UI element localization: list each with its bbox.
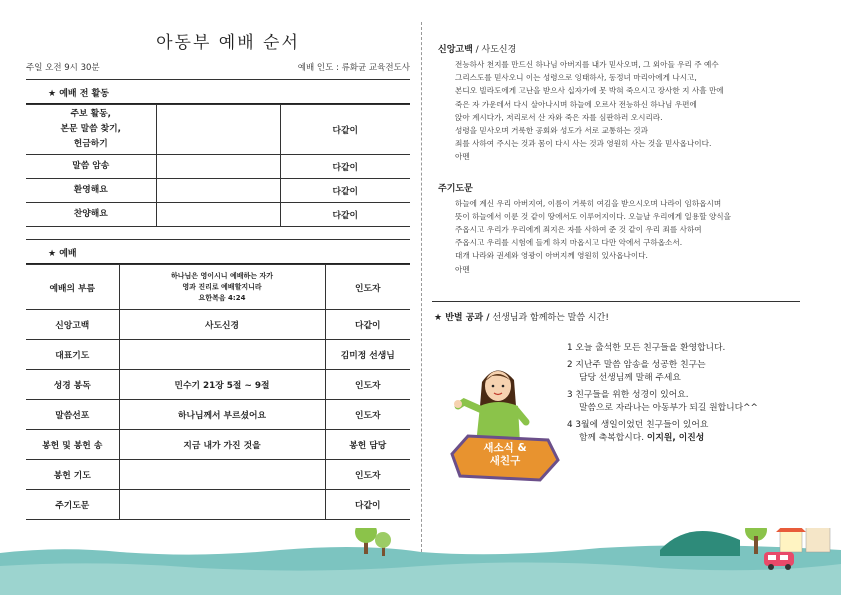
prayer-line: 하늘에 계신 우리 아버지여, 이름이 거룩히 여김을 받으시오며 나라이 임하옵시며 (455, 198, 722, 208)
creed-sub: / 사도신경 (472, 45, 517, 55)
worship-content: 하나님은 영이시니 예배하는 자가 영과 진리로 예배할지니라 요한복음 4:24 (119, 265, 325, 310)
class-title: ★ 반별 공과 / (434, 313, 490, 323)
before-who: 다같이 (280, 155, 410, 179)
before-mid (156, 203, 280, 227)
class-rule (432, 301, 800, 302)
news-text: 오늘 출석한 모든 친구들을 환영합니다. (575, 343, 726, 353)
news-num: 4 (567, 420, 573, 430)
before-row (26, 105, 410, 155)
right-column (438, 42, 808, 276)
worship-content: 사도신경 (119, 310, 325, 340)
news-num: 1 (567, 343, 573, 353)
worship-who: 봉헌 담당 (325, 430, 410, 460)
before-table (26, 104, 410, 227)
badge-line1: 새소식 & (483, 442, 527, 454)
news-line (567, 359, 807, 372)
worship-label: 신앙고백 (26, 310, 119, 340)
news-text: 3월에 생일이었던 친구들이 있어요 (575, 420, 709, 430)
worship-label: 봉헌 기도 (26, 460, 119, 490)
news-cont-text: 담당 선생님께 말해 주세요 (579, 373, 681, 383)
news-list (567, 342, 807, 449)
worship-who: 인도자 (325, 400, 410, 430)
worship-label: 대표기도 (26, 340, 119, 370)
worship-row (26, 490, 410, 520)
worship-content: 지금 내가 가진 것을 (119, 430, 325, 460)
badge-line2: 새친구 (489, 455, 521, 467)
news-text: 친구들을 위한 성경이 있어요. (575, 390, 689, 400)
news-text: 지난주 말씀 암송을 성공한 친구는 (575, 360, 706, 370)
news-line (567, 342, 807, 355)
worship-label: 예배의 부름 (26, 265, 119, 310)
prayer-line: 주옵시고 우리를 시험에 들게 하지 마옵시고 다만 악에서 구하옵소서. (455, 238, 683, 248)
before-row (26, 155, 410, 179)
news-names: 이지원, 이진성 (646, 433, 705, 443)
news-cont (567, 372, 807, 385)
worship-row (26, 340, 410, 370)
page-title: 아동부 예배 순서 (156, 33, 300, 53)
before-row (26, 179, 410, 203)
worship-label: 주기도문 (26, 490, 119, 520)
creed-line: 죽은 자 가운데서 다시 살아나시며 하늘에 오르사 전능하신 하나님 우편에 (455, 99, 697, 109)
before-mid (156, 179, 280, 203)
info-line (26, 61, 410, 73)
worship-who: 인도자 (325, 460, 410, 490)
prayer-line: 뜻이 하늘에서 이룬 것 같이 땅에서도 이루어지이다. 오늘날 우리에게 일용할 양식을 (455, 211, 731, 221)
badge-text (470, 442, 540, 468)
creed-line: 아멘 (455, 152, 470, 162)
worship-who: 김미정 선생님 (325, 340, 410, 370)
news-item (567, 342, 807, 355)
news-num: 2 (567, 360, 573, 370)
creed-text (438, 58, 808, 164)
worship-heading: ★ 예배 (48, 249, 77, 259)
creed-title: 신앙고백 (438, 45, 473, 55)
worship-row (26, 310, 410, 340)
worship-who: 인도자 (325, 265, 410, 310)
before-heading: ★ 예배 전 활동 (48, 89, 109, 99)
worship-row (26, 370, 410, 400)
before-mid (156, 105, 280, 155)
prayer-heading: 주기도문 (438, 183, 473, 194)
prayer-text (438, 197, 808, 276)
before-label: 찬양해요 (26, 203, 156, 227)
news-cont (567, 402, 807, 415)
news-item (567, 419, 807, 445)
worship-row (26, 400, 410, 430)
before-label: 말씀 암송 (26, 155, 156, 179)
worship-label: 말씀선포 (26, 400, 119, 430)
news-line (567, 419, 807, 432)
creed-line: 그리스도를 믿사오니 이는 성령으로 잉태하사, 동정녀 마리아에게 나시고, (455, 73, 697, 83)
prayer-line: 대개 나라와 권세와 영광이 아버지께 영원히 있사옵나이다. (455, 251, 648, 261)
worship-row (26, 430, 410, 460)
worship-who: 인도자 (325, 370, 410, 400)
prayer-line: 아멘 (455, 264, 470, 274)
worship-content (119, 490, 325, 520)
before-who: 다같이 (280, 179, 410, 203)
before-mid (156, 155, 280, 179)
service-leader: 예배 인도 : 류화균 교육전도사 (297, 63, 410, 73)
creed-line: 전능하사 천지를 만드신 하나님 아버지를 내가 믿사오며, 그 외아들 우리 주 예수 (455, 60, 719, 69)
class-sub: 선생님과 함께하는 말씀 시간! (489, 313, 609, 323)
before-row (26, 203, 410, 227)
worship-row (26, 460, 410, 490)
left-column (26, 28, 410, 520)
news-cont-text: 말씀으로 자라나는 아동부가 되길 원합니다^^ (579, 403, 758, 413)
news-item (567, 359, 807, 385)
creed-line: 앉아 계시다가, 저리로서 산 자와 죽은 자를 심판하러 오시리라. (455, 112, 663, 122)
news-item (567, 389, 807, 415)
prayer-line: 주옵시고 우리가 우리에게 죄지은 자를 사하여 준 것 같이 우리 죄를 사하여 (455, 225, 702, 235)
before-label: 주보 활동, 본문 말씀 찾기, 헌금하기 (26, 105, 156, 155)
news-num: 3 (567, 390, 573, 400)
service-time: 주일 오전 9시 30분 (26, 63, 100, 73)
creed-line: 성령을 믿사오며 거룩한 공회와 성도가 서로 교통하는 것과 (455, 126, 648, 136)
creed-heading (438, 42, 808, 55)
worship-label: 봉헌 및 봉헌 송 (26, 430, 119, 460)
news-line (567, 389, 807, 402)
worship-content: 민수기 21장 5절 ~ 9절 (119, 370, 325, 400)
before-who: 다같이 (280, 203, 410, 227)
worship-label: 성경 봉독 (26, 370, 119, 400)
ground-illustration (0, 528, 841, 595)
worship-table (26, 264, 410, 520)
news-cont-text: 함께 축복합시다. (579, 433, 647, 443)
worship-who: 다같이 (325, 310, 410, 340)
creed-line: 본디오 빌라도에게 고난을 받으사 십자가에 못 박혀 죽으시고 장사한 지 사흘 만에 (455, 86, 724, 96)
creed-line: 죄를 사하여 주시는 것과 몸이 다시 사는 것과 영원히 사는 것을 믿사옵나이다. (455, 139, 712, 149)
worship-content (119, 340, 325, 370)
news-cont (567, 432, 807, 445)
before-label: 환영해요 (26, 179, 156, 203)
worship-content: 하나님께서 부르셨어요 (119, 400, 325, 430)
center-divider (421, 22, 422, 552)
class-heading (434, 310, 609, 323)
before-who: 다같이 (280, 105, 410, 155)
worship-who: 다같이 (325, 490, 410, 520)
worship-row (26, 265, 410, 310)
worship-content (119, 460, 325, 490)
